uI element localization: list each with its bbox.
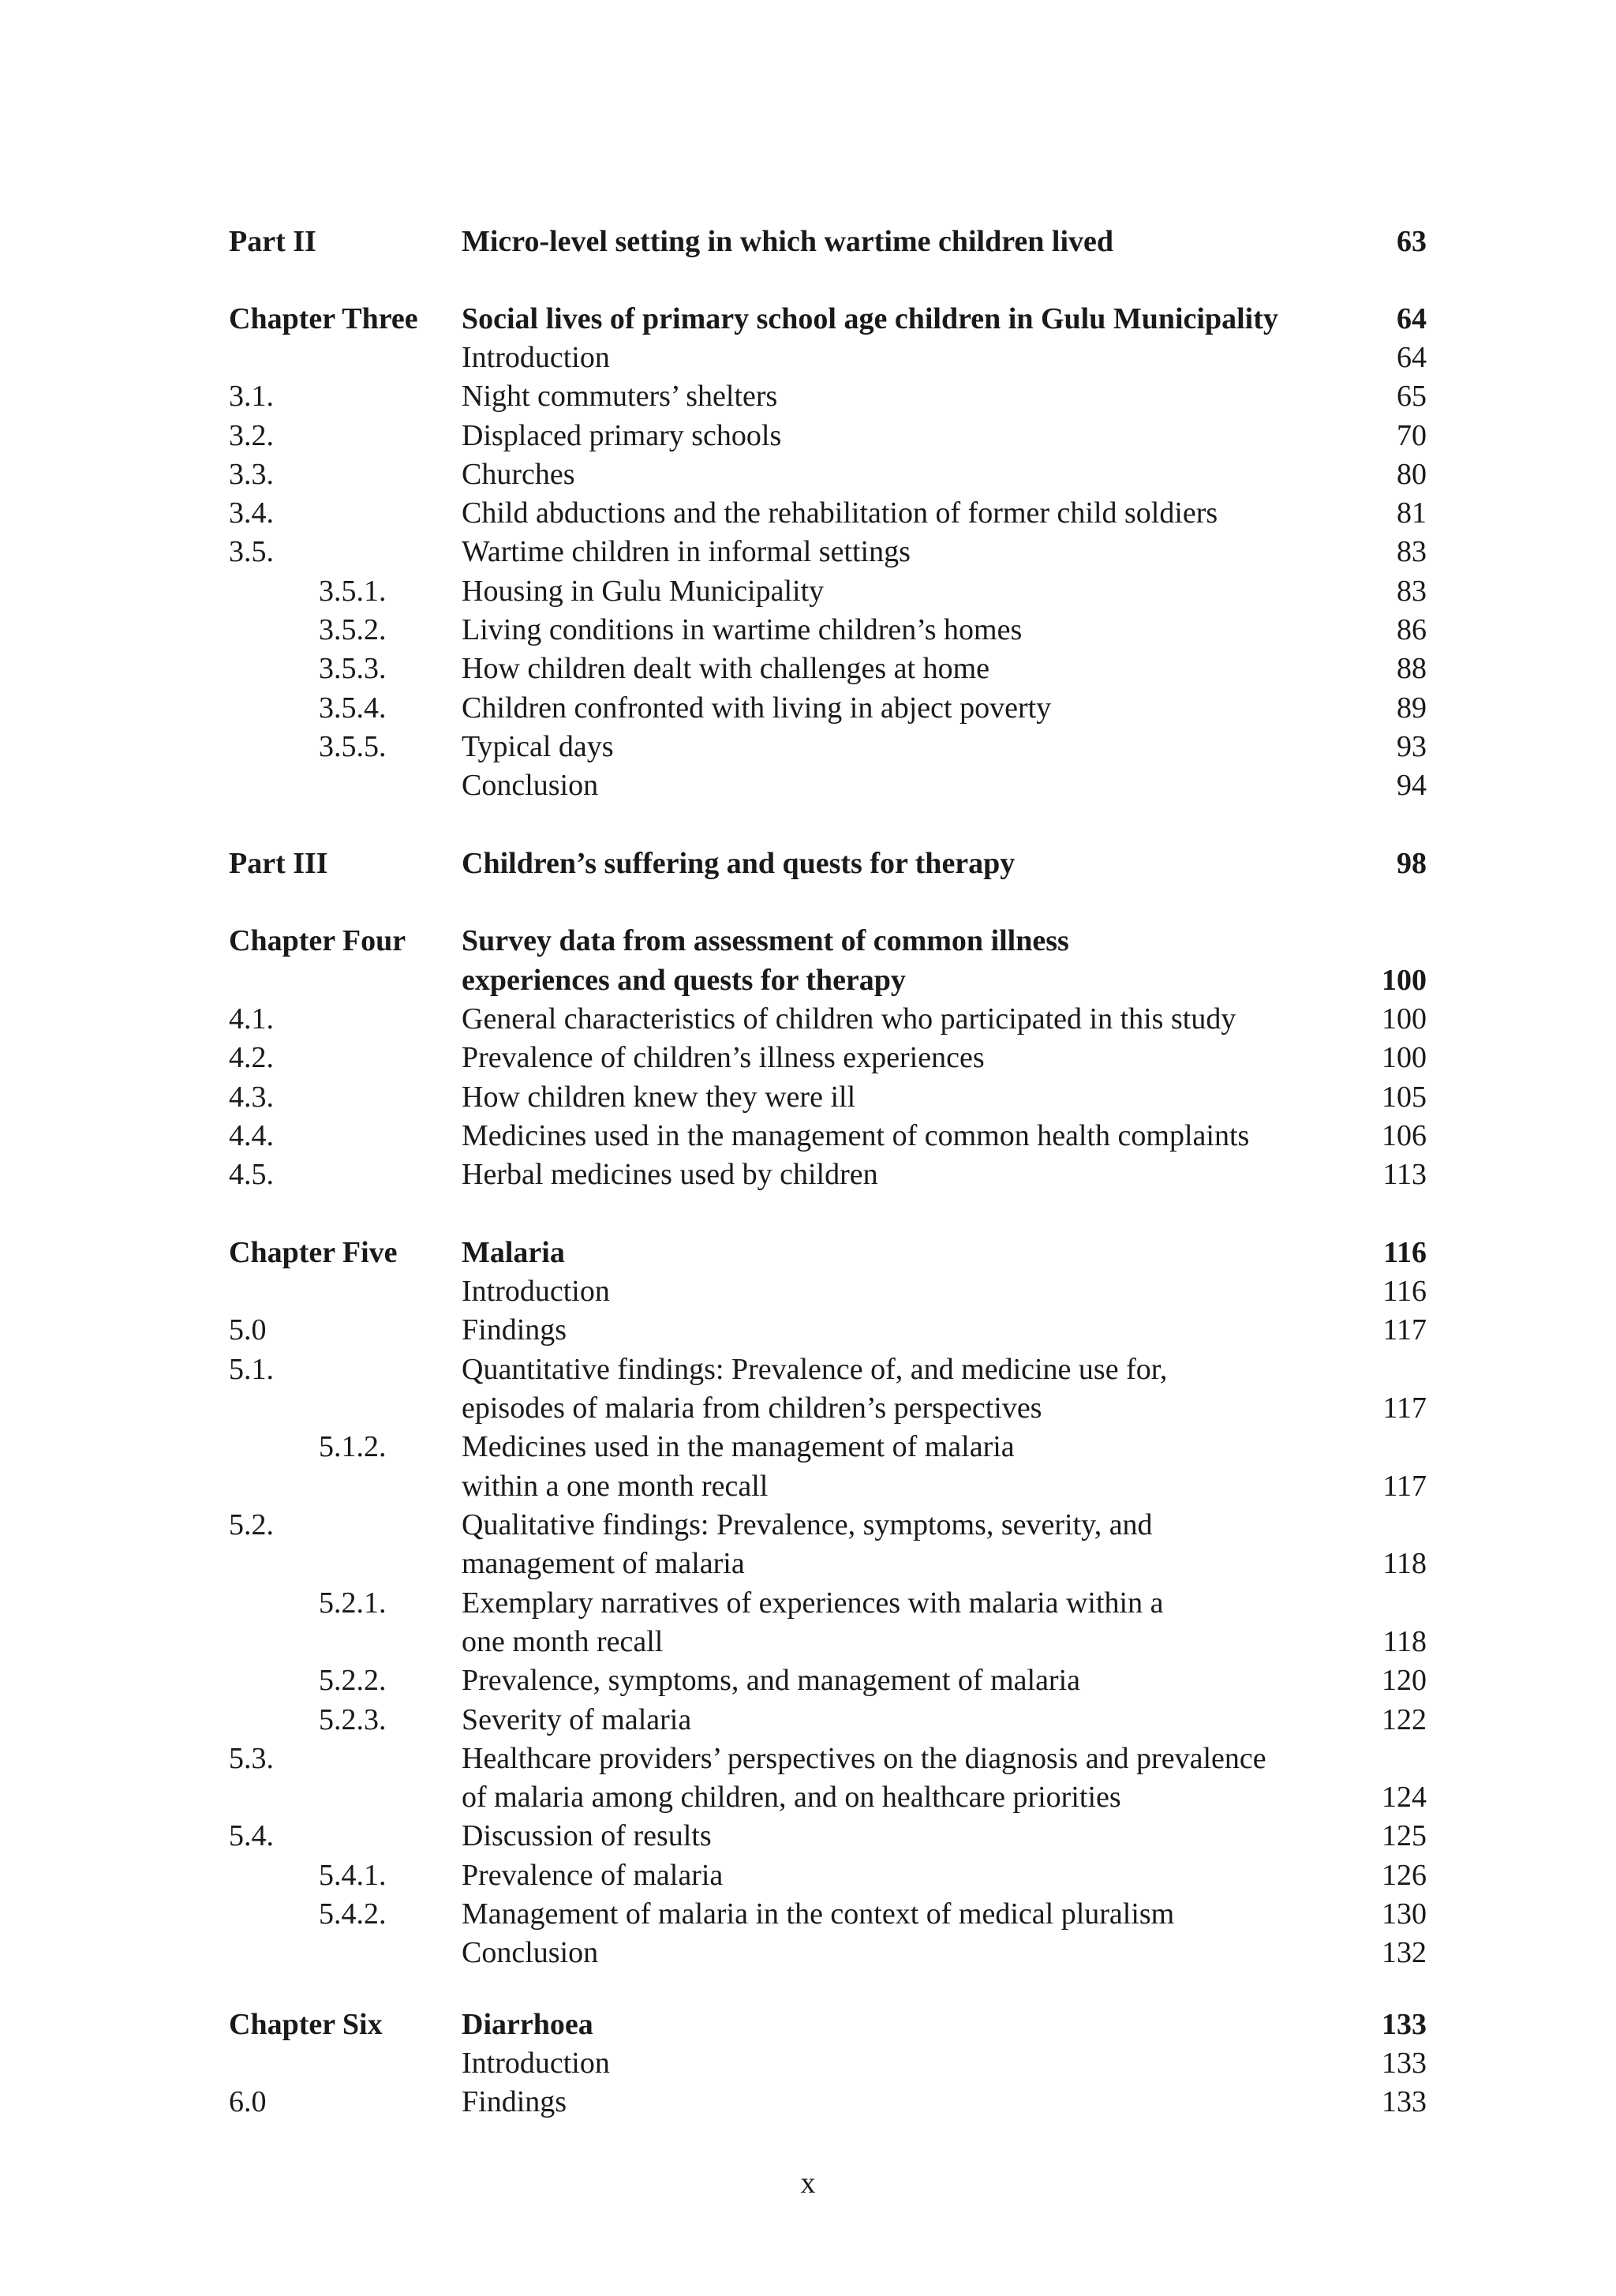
toc-entry-row bbox=[0, 1895, 1616, 1933]
toc-page-number: 86 bbox=[1397, 613, 1427, 646]
toc-entry-row bbox=[0, 1934, 1616, 1972]
toc-page-number: 113 bbox=[1382, 1158, 1427, 1191]
toc-title: Typical days bbox=[462, 730, 614, 763]
toc-label: 6.0 bbox=[229, 2085, 267, 2118]
toc-title: Healthcare providers’ perspectives on the diagnosis and prevalence bbox=[462, 1742, 1266, 1775]
toc-label: Chapter Four bbox=[229, 924, 406, 957]
toc-label: 5.0 bbox=[229, 1313, 267, 1347]
toc-entry-row bbox=[0, 1623, 1616, 1661]
toc-entry-row bbox=[0, 1467, 1616, 1505]
toc-entry-row bbox=[0, 650, 1616, 687]
toc-title: Exemplary narratives of experiences with malaria within a bbox=[462, 1586, 1164, 1620]
toc-label: 5.2.2. bbox=[319, 1664, 387, 1697]
toc-title: Findings bbox=[462, 2085, 567, 2118]
toc-title: Night commuters’ shelters bbox=[462, 380, 778, 413]
toc-page-number: 120 bbox=[1382, 1664, 1427, 1697]
toc-page-number: 64 bbox=[1397, 302, 1427, 335]
toc-title: Children confronted with living in abject poverty bbox=[462, 691, 1052, 725]
toc-page-number: 70 bbox=[1397, 419, 1427, 452]
toc-entry-row bbox=[0, 1778, 1616, 1816]
toc-page-number: 83 bbox=[1397, 575, 1427, 608]
toc-label: Chapter Three bbox=[229, 302, 418, 335]
toc-label: 3.4. bbox=[229, 496, 274, 530]
toc-label: 5.4. bbox=[229, 1819, 274, 1852]
toc-entry-row bbox=[0, 2083, 1616, 2121]
toc-page-number: 117 bbox=[1382, 1470, 1427, 1503]
toc-title: Severity of malaria bbox=[462, 1703, 692, 1736]
toc-title: Prevalence, symptoms, and management of malaria bbox=[462, 1664, 1081, 1697]
toc-label: 5.1.2. bbox=[319, 1430, 387, 1463]
toc-page-number: 98 bbox=[1397, 847, 1427, 880]
toc-page-number: 83 bbox=[1397, 535, 1427, 568]
toc-label: 3.5.2. bbox=[319, 613, 387, 646]
toc-label: 4.1. bbox=[229, 1002, 274, 1036]
toc-label: Part III bbox=[229, 847, 328, 880]
toc-entry-row bbox=[0, 728, 1616, 766]
toc-title: Wartime children in informal settings bbox=[462, 535, 911, 568]
toc-title: episodes of malaria from children’s perspectives bbox=[462, 1391, 1042, 1425]
toc-title: Conclusion bbox=[462, 1936, 599, 1969]
toc-heading-row bbox=[0, 961, 1616, 999]
toc-title: Living conditions in wartime children’s homes bbox=[462, 613, 1023, 646]
toc-page-number: 80 bbox=[1397, 458, 1427, 491]
toc-title: Diarrhoea bbox=[462, 2008, 593, 2041]
toc-entry-row bbox=[0, 1740, 1616, 1777]
toc-page-number: 124 bbox=[1382, 1781, 1427, 1814]
toc-page-number: 106 bbox=[1382, 1119, 1427, 1152]
toc-entry-row bbox=[0, 1856, 1616, 1894]
toc-title: experiences and quests for therapy bbox=[462, 964, 906, 997]
toc-label: 5.4.2. bbox=[319, 1897, 387, 1931]
toc-title: within a one month recall bbox=[462, 1470, 769, 1503]
toc-page-number: 81 bbox=[1397, 496, 1427, 530]
toc-label: 5.2.1. bbox=[319, 1586, 387, 1620]
toc-page-number: 100 bbox=[1382, 964, 1427, 997]
toc-entry-row bbox=[0, 2044, 1616, 2082]
toc-entry-row bbox=[0, 377, 1616, 415]
toc-page-number: 133 bbox=[1382, 2085, 1427, 2118]
toc-page-number: 130 bbox=[1382, 1897, 1427, 1931]
toc-page-number: 105 bbox=[1382, 1081, 1427, 1114]
toc-title: Qualitative findings: Prevalence, symptoms, severity, and bbox=[462, 1508, 1153, 1541]
toc-label: 3.1. bbox=[229, 380, 274, 413]
toc-label: 3.5.1. bbox=[319, 575, 387, 608]
toc-page-number: 122 bbox=[1382, 1703, 1427, 1736]
toc-entry-row bbox=[0, 1078, 1616, 1116]
toc-title: Churches bbox=[462, 458, 575, 491]
toc-title: management of malaria bbox=[462, 1547, 745, 1580]
toc-entry-row bbox=[0, 1311, 1616, 1349]
toc-entry-row bbox=[0, 417, 1616, 455]
toc-title: one month recall bbox=[462, 1625, 664, 1658]
toc-page-number: 117 bbox=[1382, 1313, 1427, 1347]
toc-label: 3.5.5. bbox=[319, 730, 387, 763]
toc-page-number: 132 bbox=[1382, 1936, 1427, 1969]
toc-page-number: 133 bbox=[1382, 2008, 1427, 2041]
toc-page-number: 117 bbox=[1382, 1391, 1427, 1425]
toc-title: Medicines used in the management of malaria bbox=[462, 1430, 1015, 1463]
toc-entry-row bbox=[0, 1584, 1616, 1622]
toc-title: How children knew they were ill bbox=[462, 1081, 856, 1114]
toc-label: 3.5.4. bbox=[319, 691, 387, 725]
toc-entry-row bbox=[0, 1661, 1616, 1699]
toc-entry-row bbox=[0, 494, 1616, 532]
toc-entry-row bbox=[0, 766, 1616, 804]
toc-label: 4.3. bbox=[229, 1081, 274, 1114]
toc-page-number: 88 bbox=[1397, 652, 1427, 685]
toc-title: Children’s suffering and quests for therapy bbox=[462, 847, 1016, 880]
toc-entry-row bbox=[0, 689, 1616, 727]
toc-page-number: 93 bbox=[1397, 730, 1427, 763]
toc-page-number: 126 bbox=[1382, 1859, 1427, 1892]
toc-title: Introduction bbox=[462, 341, 610, 374]
toc-title: Prevalence of children’s illness experiences bbox=[462, 1041, 985, 1074]
toc-title: How children dealt with challenges at home bbox=[462, 652, 990, 685]
toc-title: Displaced primary schools bbox=[462, 419, 782, 452]
toc-title: Discussion of results bbox=[462, 1819, 712, 1852]
toc-entry-row bbox=[0, 1350, 1616, 1388]
toc-entry-row bbox=[0, 1272, 1616, 1310]
toc-page-number: 65 bbox=[1397, 380, 1427, 413]
toc-title: Findings bbox=[462, 1313, 567, 1347]
toc-label: Chapter Five bbox=[229, 1236, 398, 1269]
toc-page-number: 89 bbox=[1397, 691, 1427, 725]
toc-title: Housing in Gulu Municipality bbox=[462, 575, 825, 608]
toc-entry-row bbox=[0, 1389, 1616, 1427]
toc-page-number: 63 bbox=[1397, 225, 1427, 258]
toc-page-number: 100 bbox=[1382, 1041, 1427, 1074]
toc-title: Herbal medicines used by children bbox=[462, 1158, 878, 1191]
toc-label: 4.2. bbox=[229, 1041, 274, 1074]
toc-label: 4.4. bbox=[229, 1119, 274, 1152]
toc-label: 5.2.3. bbox=[319, 1703, 387, 1736]
toc-entry-row bbox=[0, 1000, 1616, 1038]
toc-heading-row bbox=[0, 922, 1616, 960]
toc-page-number: 94 bbox=[1397, 769, 1427, 802]
toc-title: Social lives of primary school age children in Gulu Municipality bbox=[462, 302, 1278, 335]
toc-entry-row bbox=[0, 1701, 1616, 1739]
toc-title: Conclusion bbox=[462, 769, 599, 802]
toc-label: 4.5. bbox=[229, 1158, 274, 1191]
toc-entry-row bbox=[0, 1428, 1616, 1466]
toc-title: General characteristics of children who participated in this study bbox=[462, 1002, 1236, 1036]
toc-entry-row bbox=[0, 1039, 1616, 1077]
toc-label: 5.1. bbox=[229, 1353, 274, 1386]
toc-title: Malaria bbox=[462, 1236, 565, 1269]
toc-entry-row bbox=[0, 1545, 1616, 1582]
toc-label: 5.2. bbox=[229, 1508, 274, 1541]
toc-entry-row bbox=[0, 611, 1616, 649]
toc-title: Prevalence of malaria bbox=[462, 1859, 724, 1892]
toc-label: Part II bbox=[229, 225, 316, 258]
toc-page-number: 125 bbox=[1382, 1819, 1427, 1852]
toc-heading-row bbox=[0, 300, 1616, 338]
toc-entry-row bbox=[0, 455, 1616, 493]
toc-heading-row bbox=[0, 845, 1616, 882]
toc-page-number: 116 bbox=[1382, 1275, 1427, 1308]
toc-page-number: 100 bbox=[1382, 1002, 1427, 1036]
toc-label: 3.5. bbox=[229, 535, 274, 568]
toc-entry-row bbox=[0, 339, 1616, 376]
toc-page-number: 118 bbox=[1382, 1547, 1427, 1580]
toc-entry-row bbox=[0, 1506, 1616, 1544]
toc-label: 3.5.3. bbox=[319, 652, 387, 685]
toc-title: Quantitative findings: Prevalence of, and medicine use for, bbox=[462, 1353, 1168, 1386]
toc-page-number: 64 bbox=[1397, 341, 1427, 374]
toc-page-number: 116 bbox=[1383, 1236, 1427, 1269]
toc-entry-row bbox=[0, 572, 1616, 610]
toc-heading-row bbox=[0, 2006, 1616, 2043]
toc-page-number: 118 bbox=[1382, 1625, 1427, 1658]
toc-entry-row bbox=[0, 1155, 1616, 1193]
toc-page-number: 133 bbox=[1382, 2047, 1427, 2080]
toc-title: Child abductions and the rehabilitation of former child soldiers bbox=[462, 496, 1218, 530]
toc-label: Chapter Six bbox=[229, 2008, 383, 2041]
toc-label: 5.4.1. bbox=[319, 1859, 387, 1892]
toc-title: of malaria among children, and on healthcare priorities bbox=[462, 1781, 1121, 1814]
toc-title: Introduction bbox=[462, 2047, 610, 2080]
toc-title: Management of malaria in the context of medical pluralism bbox=[462, 1897, 1175, 1931]
toc-title: Survey data from assessment of common illness bbox=[462, 924, 1069, 957]
toc-title: Introduction bbox=[462, 1275, 610, 1308]
toc-heading-row bbox=[0, 223, 1616, 260]
toc-entry-row bbox=[0, 1817, 1616, 1855]
toc-label: 3.2. bbox=[229, 419, 274, 452]
toc-label: 3.3. bbox=[229, 458, 274, 491]
toc-label: 5.3. bbox=[229, 1742, 274, 1775]
toc-title: Medicines used in the management of common health complaints bbox=[462, 1119, 1250, 1152]
page-number: x bbox=[800, 2167, 816, 2200]
toc-title: Micro-level setting in which wartime children lived bbox=[462, 225, 1114, 258]
toc-entry-row bbox=[0, 533, 1616, 571]
toc-heading-row bbox=[0, 1234, 1616, 1272]
toc-entry-row bbox=[0, 1117, 1616, 1155]
